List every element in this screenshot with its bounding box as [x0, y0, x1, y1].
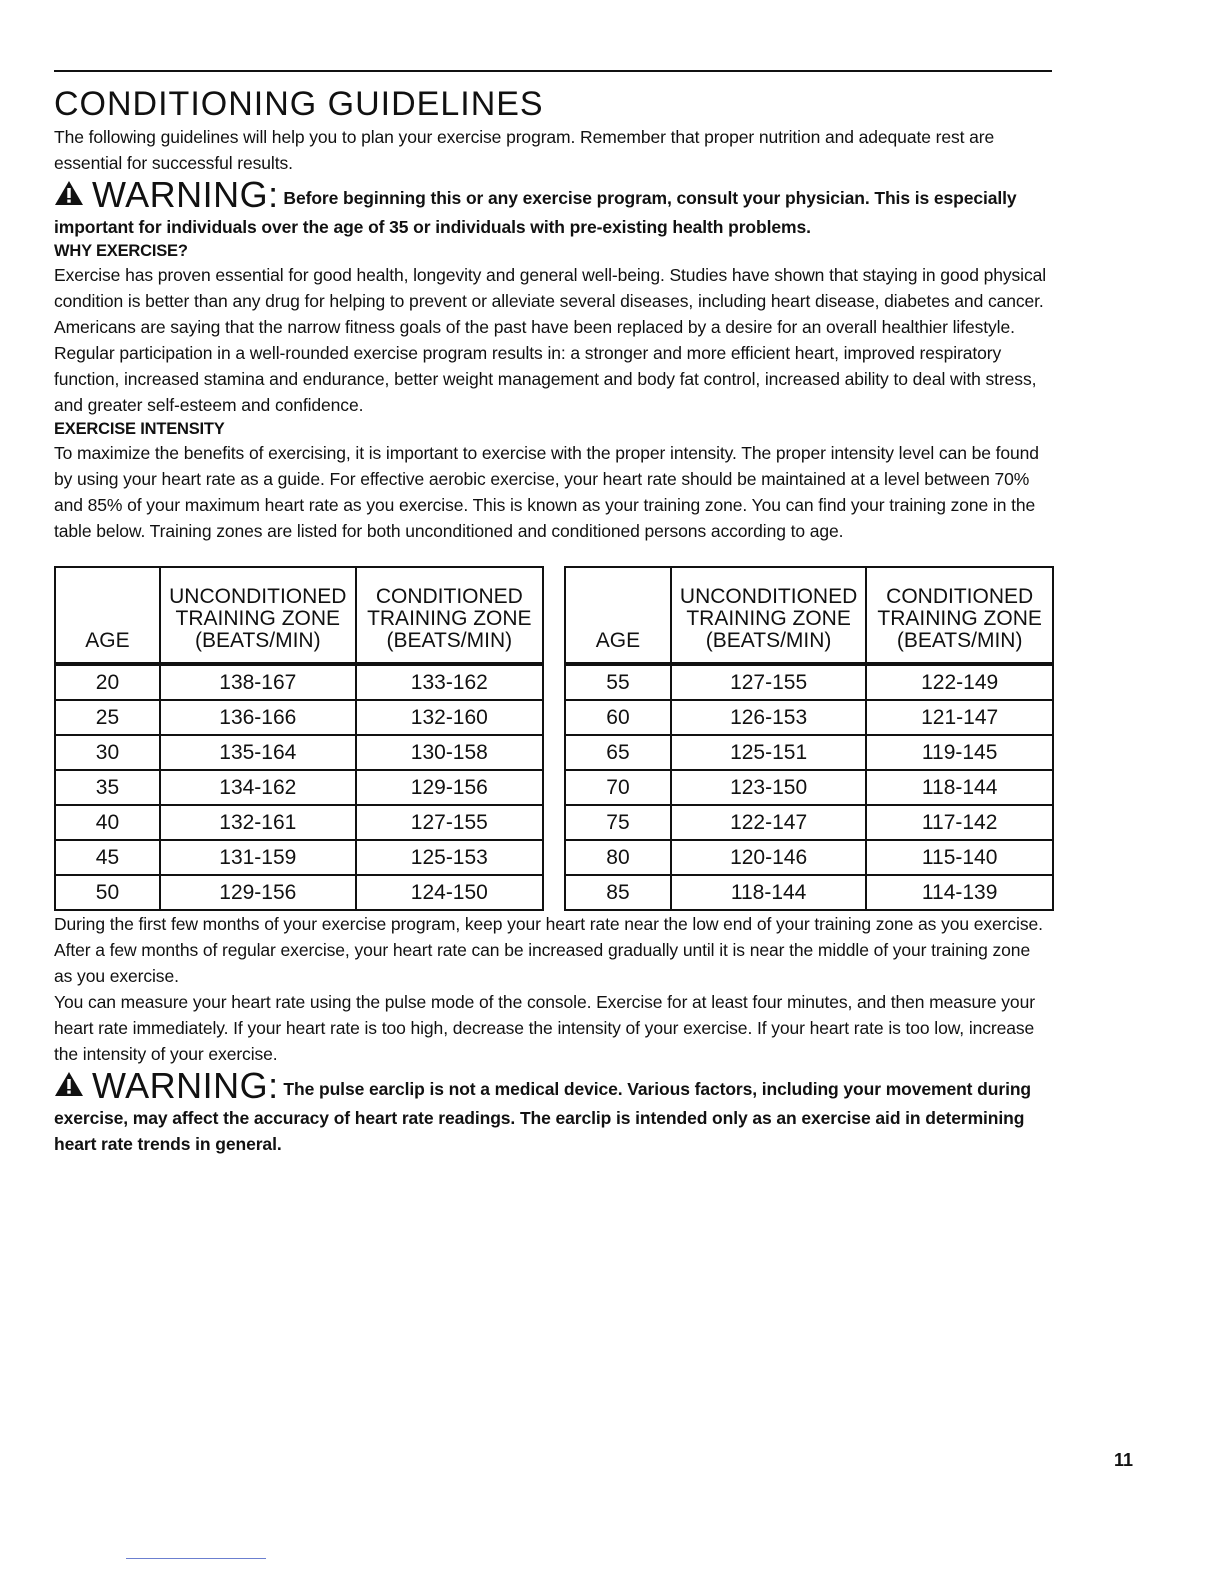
- cell-unconditioned: 129-156: [160, 875, 356, 910]
- header-conditioned-line-3: (BEATS/MIN): [386, 629, 513, 652]
- page-title: CONDITIONING GUIDELINES: [54, 85, 544, 123]
- warning-label: WARNING:: [92, 174, 279, 215]
- header-conditioned: [356, 567, 543, 664]
- cell-unconditioned: 134-162: [160, 770, 356, 805]
- cell-age: 60: [565, 700, 671, 735]
- cell-age: 50: [55, 875, 160, 910]
- cell-unconditioned: 136-166: [160, 700, 356, 735]
- training-zone-table-right: [564, 566, 1054, 911]
- table-row: [55, 805, 543, 840]
- warning-text: Before beginning this or any exercise program, consult your physician. This is especially important for individuals over the age of 35 or individuals with pre-existing health problems.: [54, 188, 1017, 237]
- during-paragraph: During the first few months of your exercise program, keep your heart rate near the low end of your training zone as you exercise. After a few months of regular exercise, your heart rate can be increased gradually until it is near the middle of your training zone as you exercise.: [54, 914, 1043, 986]
- cell-conditioned: 121-147: [866, 700, 1053, 735]
- page-content: [54, 70, 1052, 1157]
- table-row: [565, 840, 1053, 875]
- table-header-row: [565, 567, 1053, 664]
- exercise-intensity-paragraph: To maximize the benefits of exercising, it is important to exercise with the proper intensity. The proper intensity level can be found by using your heart rate as a guide. For effective aerobic exercise, your heart rate should be maintained at a level between 70% and 85% of your maximum heart rate as you exercise. This is known as your training zone. You can find your training zone in the table below. Training zones are listed for both unconditioned and conditioned persons according to age.: [54, 443, 1039, 541]
- header-conditioned-line-2: TRAINING ZONE: [877, 607, 1042, 630]
- cell-age: 45: [55, 840, 160, 875]
- warning-triangle-icon: [54, 1071, 84, 1104]
- header-unconditioned: [671, 567, 866, 664]
- cell-conditioned: 119-145: [866, 735, 1053, 770]
- warning-earclip: [54, 1067, 1052, 1157]
- cell-conditioned: 117-142: [866, 805, 1053, 840]
- why-exercise-heading: WHY EXERCISE?: [54, 242, 188, 260]
- warning-physician: [54, 176, 1052, 240]
- cell-unconditioned: 132-161: [160, 805, 356, 840]
- cell-conditioned: 133-162: [356, 664, 543, 700]
- cell-age: 40: [55, 805, 160, 840]
- cell-unconditioned: 125-151: [671, 735, 866, 770]
- cell-conditioned: 114-139: [866, 875, 1053, 910]
- cell-conditioned: 118-144: [866, 770, 1053, 805]
- cell-conditioned: 124-150: [356, 875, 543, 910]
- header-unconditioned-line-1: UNCONDITIONED: [169, 585, 347, 608]
- cell-unconditioned: 138-167: [160, 664, 356, 700]
- measure-paragraph: You can measure your heart rate using the pulse mode of the console. Exercise for at least four minutes, and then measure your heart rate immediately. If your heart rate is too high, decrease the intensity of your exercise. If your heart rate is too low, increase the intensity of your exercise.: [54, 992, 1035, 1064]
- table-row: [55, 770, 543, 805]
- cell-age: 75: [565, 805, 671, 840]
- cell-unconditioned: 123-150: [671, 770, 866, 805]
- header-conditioned: [866, 567, 1053, 664]
- exercise-intensity-heading: EXERCISE INTENSITY: [54, 420, 225, 438]
- training-zone-tables: [54, 566, 1054, 911]
- table-row: [55, 735, 543, 770]
- cell-unconditioned: 135-164: [160, 735, 356, 770]
- header-conditioned-line-1: CONDITIONED: [375, 585, 523, 608]
- table-row: [565, 700, 1053, 735]
- cell-age: 20: [55, 664, 160, 700]
- warning-triangle-icon: [54, 180, 84, 213]
- cell-conditioned: 130-158: [356, 735, 543, 770]
- cell-age: 55: [565, 664, 671, 700]
- cell-unconditioned: 126-153: [671, 700, 866, 735]
- cell-age: 30: [55, 735, 160, 770]
- cell-conditioned: 122-149: [866, 664, 1053, 700]
- cell-age: 80: [565, 840, 671, 875]
- cell-conditioned: 129-156: [356, 770, 543, 805]
- header-unconditioned-line-2: TRAINING ZONE: [686, 607, 851, 630]
- table-row: [565, 805, 1053, 840]
- cell-age: 35: [55, 770, 160, 805]
- table-row: [565, 735, 1053, 770]
- cell-age: 25: [55, 700, 160, 735]
- cell-conditioned: 127-155: [356, 805, 543, 840]
- table-row: [55, 700, 543, 735]
- cell-age: 65: [565, 735, 671, 770]
- header-unconditioned-line-2: TRAINING ZONE: [175, 607, 341, 630]
- table-row: [565, 770, 1053, 805]
- cell-unconditioned: 127-155: [671, 664, 866, 700]
- table-row: [55, 875, 543, 910]
- cell-conditioned: 115-140: [866, 840, 1053, 875]
- header-unconditioned-line-3: (BEATS/MIN): [705, 629, 832, 652]
- header-unconditioned: [160, 567, 356, 664]
- table-row: [55, 664, 543, 700]
- page-number: 11: [1114, 1450, 1134, 1470]
- header-unconditioned-line-3: (BEATS/MIN): [194, 629, 321, 652]
- cell-unconditioned: 122-147: [671, 805, 866, 840]
- header-conditioned-line-3: (BEATS/MIN): [896, 629, 1023, 652]
- bottom-rule: [126, 1558, 266, 1559]
- cell-conditioned: 132-160: [356, 700, 543, 735]
- cell-age: 85: [565, 875, 671, 910]
- warning-text: The pulse earclip is not a medical device. Various factors, including your movement during exercise, may affect the accuracy of heart rate readings. The earclip is intended only as an exercise aid in determining heart rate trends in general.: [54, 1079, 1032, 1154]
- cell-unconditioned: 120-146: [671, 840, 866, 875]
- why-exercise-paragraph-1: Exercise has proven essential for good health, longevity and general well-being. Studies have shown that staying in good physical condition is better than any drug for helping to prevent or alleviate several diseases, including heart disease, diabetes and cancer. Americans are saying that the narrow fitness goals of the past have been replaced by a desire for an overall healthier lifestyle.: [54, 265, 1047, 337]
- header-age: AGE: [565, 567, 671, 664]
- intro-paragraph: The following guidelines will help you to plan your exercise program. Remember that proper nutrition and adequate rest are essential for successful results.: [54, 127, 995, 173]
- cell-age: 70: [565, 770, 671, 805]
- cell-unconditioned: 131-159: [160, 840, 356, 875]
- table-header-row: [55, 567, 543, 664]
- header-unconditioned-line-1: UNCONDITIONED: [679, 585, 858, 608]
- cell-unconditioned: 118-144: [671, 875, 866, 910]
- header-conditioned-line-2: TRAINING ZONE: [367, 607, 532, 630]
- table-row: [55, 840, 543, 875]
- top-rule: [54, 70, 1052, 72]
- table-row: [565, 875, 1053, 910]
- header-conditioned-line-1: CONDITIONED: [886, 585, 1034, 608]
- table-row: [565, 664, 1053, 700]
- training-zone-table-left: [54, 566, 544, 911]
- warning-label: WARNING:: [92, 1065, 279, 1106]
- cell-conditioned: 125-153: [356, 840, 543, 875]
- why-exercise-paragraph-2: Regular participation in a well-rounded exercise program results in: a stronger and more efficient heart, improved respiratory function, increased stamina and endurance, better weight management and body fat control, increased ability to deal with stress, and greater self-esteem and confidence.: [54, 343, 1037, 415]
- header-age: AGE: [55, 567, 160, 664]
